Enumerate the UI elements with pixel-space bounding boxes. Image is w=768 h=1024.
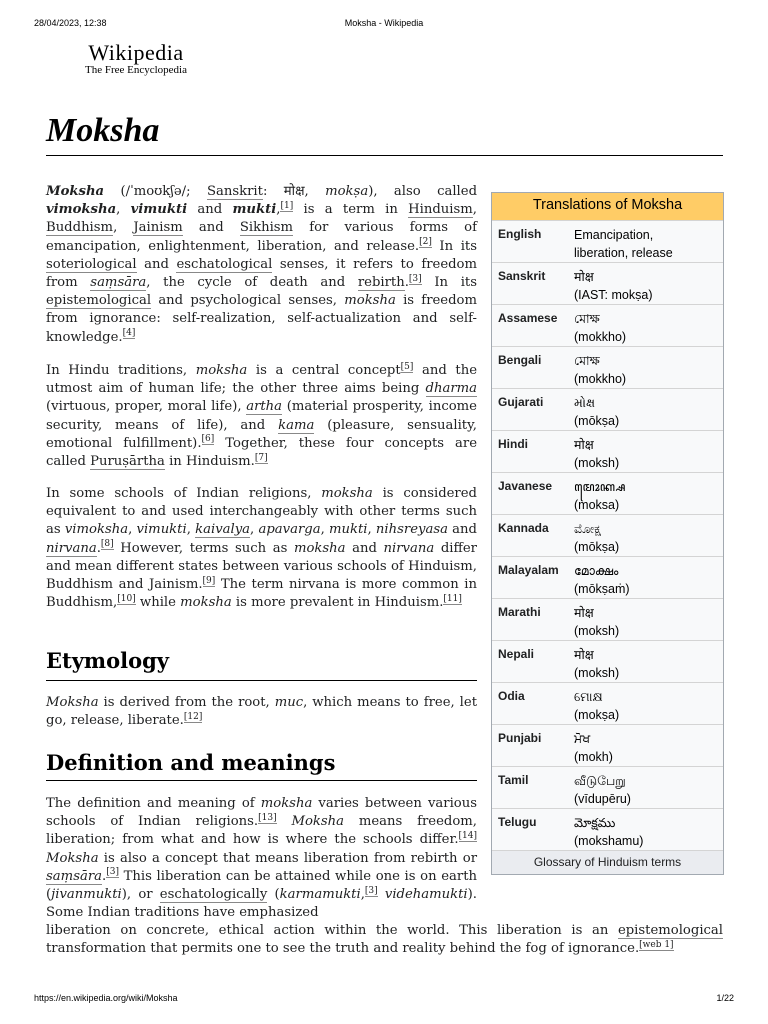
citation[interactable]: [8] xyxy=(100,539,114,550)
term: Moksha xyxy=(46,184,105,199)
translation-script: Emancipation, xyxy=(574,228,654,242)
text: is also a concept that means liberation from rebirth or xyxy=(98,850,477,866)
infobox-language[interactable]: Gujarati xyxy=(498,395,544,409)
infobox-language[interactable]: Marathi xyxy=(498,605,541,619)
text: is derived from the root, xyxy=(98,695,275,710)
link-epistemological[interactable]: epistemological xyxy=(617,923,723,938)
infobox-translation xyxy=(570,725,723,766)
term: dharma xyxy=(425,381,477,397)
infobox-translation xyxy=(570,515,723,556)
infobox-translation xyxy=(570,389,723,430)
text: , the cycle of death and xyxy=(146,275,358,291)
text: . xyxy=(404,275,409,291)
term: moksha xyxy=(293,540,346,556)
infobox-language[interactable]: Odia xyxy=(498,689,525,703)
translation-transliteration: (mokh) xyxy=(574,750,613,764)
citation[interactable]: [9] xyxy=(202,575,216,586)
term: apavarga xyxy=(258,522,321,538)
infobox-language[interactable]: English xyxy=(498,227,542,241)
page-title: Moksha xyxy=(46,112,160,149)
translation-script: മോക്ഷം xyxy=(574,564,619,578)
translation-transliteration: (mōkṣaṁ) xyxy=(574,582,630,596)
translation-script: ꦩꦺꦴꦏ꧀ꦱ xyxy=(574,480,626,494)
infobox-language[interactable]: Telugu xyxy=(498,815,537,829)
citation[interactable]: [14] xyxy=(458,831,477,842)
term: mokṣa xyxy=(325,184,369,199)
text: is a central concept xyxy=(247,363,401,378)
citation[interactable]: [2] xyxy=(419,237,432,248)
text: in Hinduism. xyxy=(164,454,255,470)
translation-transliteration: (moksa) xyxy=(574,498,620,512)
translation-script: मोक्ष xyxy=(574,438,594,452)
infobox-language[interactable]: Tamil xyxy=(498,773,529,787)
term: jivanmukti xyxy=(51,887,122,903)
text: In its xyxy=(431,238,477,254)
infobox-language[interactable]: Nepali xyxy=(498,647,535,661)
text: means freedom, liberation; from what and how is where the schools differ. xyxy=(46,814,477,848)
infobox-language[interactable]: Punjabi xyxy=(498,731,542,745)
text: varies between various schools of Indian religions. xyxy=(46,796,477,830)
etymology-paragraph xyxy=(46,694,477,730)
infobox-translation xyxy=(570,767,723,808)
term: Moksha xyxy=(46,850,99,866)
translation-transliteration: (moksh) xyxy=(574,666,620,680)
heading-etymology: Etymology xyxy=(46,648,170,673)
link-eschatological[interactable]: eschatological xyxy=(176,256,273,272)
citation[interactable]: [11] xyxy=(443,593,462,604)
infobox-translation xyxy=(570,809,723,850)
print-page-number: 1/22 xyxy=(716,993,734,1003)
text: Together, these four concepts are called xyxy=(46,435,477,470)
link-kaivalya[interactable] xyxy=(195,522,250,538)
infobox-language[interactable]: Bengali xyxy=(498,353,542,367)
translation-transliteration: (moksh) xyxy=(574,624,620,638)
translation-transliteration: (mokkho) xyxy=(574,372,627,386)
term: moksha xyxy=(260,796,313,811)
infobox-row xyxy=(492,808,723,850)
text: In some schools of Indian religions, xyxy=(46,486,322,501)
infobox-row xyxy=(492,388,723,430)
link-artha[interactable] xyxy=(246,399,282,415)
liberation-paragraph xyxy=(46,922,723,958)
infobox-language[interactable]: Malayalam xyxy=(498,563,559,577)
definition-paragraph xyxy=(46,795,477,922)
translation-transliteration: (mokshamu) xyxy=(574,834,644,848)
translation-script: মোক্ষ xyxy=(574,354,600,368)
term: saṃsāra xyxy=(46,868,102,884)
link-nirvana[interactable] xyxy=(46,541,97,557)
text: liberation on concrete, ethical action within the world. This liberation is an xyxy=(46,923,618,938)
infobox-translation xyxy=(570,431,723,472)
term: vimoksha xyxy=(64,522,129,538)
text: , xyxy=(472,202,477,218)
intro-paragraph xyxy=(46,183,477,347)
text: , xyxy=(367,522,376,538)
text: , which means to free, let go, release, liberate. xyxy=(46,695,477,729)
infobox-row xyxy=(492,472,723,514)
term: vimukti xyxy=(130,202,188,218)
infobox-title: Translations of Moksha xyxy=(492,193,723,220)
translation-script: मोक्ष xyxy=(574,606,594,620)
translation-script: ಮೋಕ್ಷ xyxy=(574,522,601,536)
text: , xyxy=(116,202,131,218)
term: karmamukti xyxy=(279,887,361,903)
infobox-translation xyxy=(570,263,723,304)
translation-transliteration: (vīdupēru) xyxy=(574,792,631,806)
citation[interactable]: [4] xyxy=(122,328,136,339)
infobox-language[interactable]: Kannada xyxy=(498,521,549,535)
infobox-translation xyxy=(570,641,723,682)
text: , xyxy=(186,522,196,538)
text: The term nirvana is more common in Buddhism, xyxy=(46,577,477,611)
translation-transliteration: (mokṣa) xyxy=(574,708,620,722)
term: artha xyxy=(246,399,283,415)
text: and xyxy=(345,540,384,556)
infobox-language[interactable]: Hindi xyxy=(498,437,528,451)
text: However, terms such as xyxy=(113,540,294,556)
text: The definition and meaning of xyxy=(46,796,261,811)
text: is freedom from ignorance: self-realization, self-actualization and self-knowledge. xyxy=(46,293,477,345)
text xyxy=(277,814,292,829)
text: while xyxy=(135,595,181,611)
text: , xyxy=(320,522,329,538)
link-sanskrit[interactable]: Sanskrit xyxy=(206,184,263,199)
link-rebirth[interactable]: rebirth xyxy=(357,275,405,291)
print-title: Moksha - Wikipedia xyxy=(344,18,424,28)
term: mukti xyxy=(328,522,368,538)
text xyxy=(378,887,385,902)
text: (/ˈmoʊkʃə/; xyxy=(104,184,207,199)
infobox-row xyxy=(492,640,723,682)
text: is considered equivalent to and used interchangeably with other terms such as xyxy=(46,486,477,538)
infobox-row xyxy=(492,304,723,346)
text: , xyxy=(276,202,281,218)
infobox-row xyxy=(492,262,723,304)
link-hinduism[interactable]: Hinduism xyxy=(408,202,473,218)
term: nihsreyasa xyxy=(375,522,448,538)
translation-script: मोक्ष xyxy=(574,270,594,284)
text: ), also called xyxy=(368,184,478,199)
infobox-translation xyxy=(570,557,723,598)
infobox-language[interactable]: Assamese xyxy=(498,311,558,325)
infobox-row xyxy=(492,724,723,766)
citation[interactable]: [web 1] xyxy=(639,939,674,950)
title-divider xyxy=(46,155,723,156)
term: Moksha xyxy=(291,814,345,830)
term: kama xyxy=(278,417,315,433)
text: (pleasure, sensuality, emotional fulfillment). xyxy=(46,417,477,451)
translation-script: मोक्ष xyxy=(574,648,594,662)
traditions-paragraph xyxy=(46,362,477,471)
citation[interactable]: [10] xyxy=(117,593,136,604)
infobox-translation xyxy=(570,683,723,724)
infobox-row xyxy=(492,430,723,472)
term: vimoksha xyxy=(46,202,117,218)
infobox-row xyxy=(492,514,723,556)
heading-divider xyxy=(46,780,477,781)
print-datetime: 28/04/2023, 12:38 xyxy=(34,18,107,28)
infobox-translation xyxy=(570,599,723,640)
tagline: The Free Encyclopedia xyxy=(84,64,187,76)
term: videhamukti xyxy=(384,887,468,903)
infobox-language[interactable]: Javanese xyxy=(498,479,553,493)
text: , xyxy=(360,887,365,903)
text: , xyxy=(128,522,137,538)
translation-transliteration: (IAST: mokṣa) xyxy=(574,288,653,302)
term: moksha xyxy=(195,363,248,378)
translations-infobox xyxy=(491,192,724,875)
translation-transliteration: (moksh) xyxy=(574,456,620,470)
text: senses, it refers to freedom from xyxy=(46,256,478,291)
wordmark: Wikipedia xyxy=(88,40,184,65)
text: and the utmost aim of human life; the other three aims being xyxy=(46,363,478,397)
translation-script: మోక్షము xyxy=(574,816,616,830)
link-dharma[interactable] xyxy=(426,381,477,397)
text: ( xyxy=(267,887,280,903)
text: This liberation can be attained while one is on earth ( xyxy=(46,868,477,903)
text: and xyxy=(182,220,240,236)
translation-script: ମୋକ୍ଷ xyxy=(574,690,603,704)
term: saṃsāra xyxy=(90,275,147,291)
link-kama[interactable] xyxy=(278,418,314,434)
term: moksha xyxy=(344,293,396,309)
link-soteriological[interactable]: soteriological xyxy=(46,256,137,272)
text: . xyxy=(96,540,101,556)
translation-script: ਮੋਖ xyxy=(574,732,591,746)
infobox-row xyxy=(492,598,723,640)
term: mukti xyxy=(232,202,277,218)
text: is a term in xyxy=(293,202,409,218)
glossary-link[interactable]: Glossary of Hinduism terms xyxy=(492,850,723,874)
translation-script: મોક્ષ xyxy=(574,396,596,410)
citation[interactable]: [3] xyxy=(364,885,378,896)
infobox-translation xyxy=(570,473,723,514)
link-epistemological[interactable]: epistemological xyxy=(46,293,152,309)
infobox-row xyxy=(492,556,723,598)
link-samsara[interactable] xyxy=(90,275,146,291)
text: and xyxy=(447,522,477,538)
term: moksha xyxy=(180,595,232,611)
infobox-translation xyxy=(570,221,723,262)
term: Moksha xyxy=(46,695,99,710)
citation[interactable]: [6] xyxy=(201,434,215,445)
heading-divider xyxy=(46,680,477,681)
heading-definition: Definition and meanings xyxy=(46,750,336,775)
infobox-translation xyxy=(570,347,723,388)
citation[interactable]: [13] xyxy=(258,812,277,823)
translation-script: মোক্ষ xyxy=(574,312,600,326)
text: transformation that permits one to see the truth and reality behind the fog of ignorance. xyxy=(46,941,640,957)
translation-script: வீடுபேறு xyxy=(574,774,626,788)
wikipedia-logo[interactable] xyxy=(66,40,206,76)
text: (virtuous, proper, moral life), xyxy=(46,399,247,415)
text: ). Some Indian traditions have emphasized xyxy=(46,887,477,921)
link-jainism[interactable]: Jainism xyxy=(133,220,183,236)
infobox-row xyxy=(492,346,723,388)
text: , xyxy=(250,522,259,538)
text: ), or xyxy=(121,887,160,903)
translation-transliteration: (mōkṣa) xyxy=(574,540,620,554)
text: In Hindu traditions, xyxy=(46,363,196,378)
citation[interactable]: [3] xyxy=(106,867,119,878)
citation[interactable]: [1] xyxy=(280,200,294,211)
translation-transliteration: (mōkṣa) xyxy=(574,414,620,428)
infobox-row xyxy=(492,766,723,808)
link-eschatologically[interactable]: eschatologically xyxy=(159,887,268,903)
citation[interactable]: [12] xyxy=(183,711,203,722)
infobox-row xyxy=(492,220,723,262)
text: and psychological senses, xyxy=(151,293,345,309)
text: . xyxy=(102,868,107,884)
print-url: https://en.wikipedia.org/wiki/Moksha xyxy=(34,993,178,1003)
translation-transliteration: (mokkho) xyxy=(574,330,627,344)
text: and xyxy=(187,202,233,218)
text: , xyxy=(113,220,134,236)
term: muc xyxy=(274,695,304,710)
text: is more prevalent in Hinduism. xyxy=(231,595,444,611)
citation[interactable]: [3] xyxy=(408,273,422,284)
text: and xyxy=(136,256,177,272)
link-sikhism[interactable]: Sikhism xyxy=(239,220,294,236)
link-samsara[interactable] xyxy=(46,869,102,885)
infobox-language[interactable]: Sanskrit xyxy=(498,269,546,283)
term: moksha xyxy=(321,486,373,501)
term: kaivalya xyxy=(195,522,251,538)
text: for various forms of emancipation, enlightenment, liberation, and release. xyxy=(46,220,477,254)
infobox-translation xyxy=(570,305,723,346)
link-purusartha[interactable]: Puruṣārtha xyxy=(90,454,165,470)
text: : मोक्ष, xyxy=(262,184,326,199)
link-buddhism[interactable]: Buddhism xyxy=(46,220,114,236)
schools-paragraph xyxy=(46,485,477,612)
text: (material prosperity, income security, means of life), and xyxy=(46,399,477,433)
text: differ and mean different states between various schools of Hinduism, Buddhism and Jainism. xyxy=(46,540,477,593)
term: vimukti xyxy=(136,522,187,538)
term: nirvana xyxy=(46,540,97,556)
translation-transliteration: liberation, release xyxy=(574,246,673,260)
citation[interactable]: [7] xyxy=(254,452,268,463)
citation[interactable]: [5] xyxy=(400,361,414,372)
text: In its xyxy=(421,275,477,291)
term: nirvana xyxy=(383,540,435,556)
infobox-row xyxy=(492,682,723,724)
